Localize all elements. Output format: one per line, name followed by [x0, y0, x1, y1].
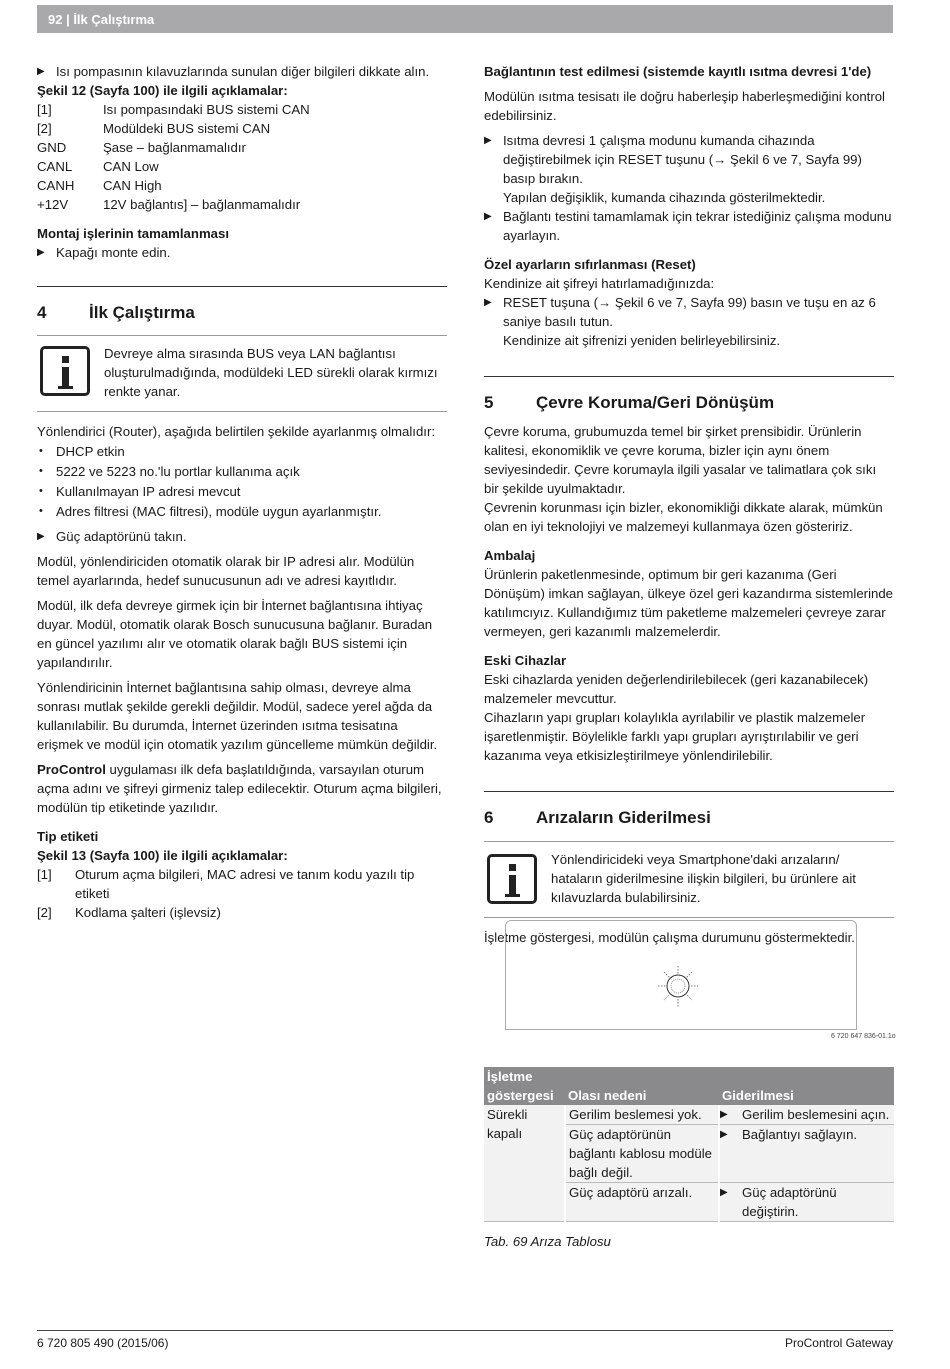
paragraph: Yönlendiricinin İnternet bağlantısına sahip olması, devreye alma sonrası mutlak şekilde gerekli değildir. Modül, sadece yerel ağda da kullanılabilir. Bu durumda, İnternet üzerinden ısıtma tesisatına erişmek ve modül için otomatik yazılım güncelleme mümkün değildir.: [37, 680, 438, 752]
legend-value: CAN Low: [103, 159, 159, 174]
table-cell: Sürekli kapalı: [484, 1105, 565, 1222]
router-item: • Kullanılmayan IP adresi mevcut: [37, 482, 447, 501]
page-header-bar: [37, 5, 893, 33]
legend-row: [37, 138, 447, 157]
section-6: [484, 791, 894, 831]
right-column: [484, 62, 894, 947]
info-note-text: Devreye alma sırasında BUS veya LAN bağlantısı oluşturulmadığında, modüldeki LED sürekli olarak kırmızı renkte yanar.: [104, 346, 438, 399]
instruction-item: ▶ RESET tuşuna (→ Şekil 6 ve 7, Sayfa 99) basın ve tuşu en az 6 saniye basılı tutun.: [484, 293, 894, 331]
table-cell: ▶ Bağlantıyı sağlayın.: [719, 1125, 894, 1183]
legend-value: 12V bağlantıs] – bağlanmamalıdır: [103, 197, 301, 212]
paragraph: [37, 760, 447, 817]
table-cell: ▶ Güç adaptörünü değiştirin.: [719, 1183, 894, 1222]
section-heading: [37, 298, 447, 326]
section-title: Arızaların Giderilmesi: [536, 807, 711, 827]
legend-key: +12V: [37, 197, 69, 212]
app-name: ProControl: [37, 762, 106, 777]
table-row: [484, 1105, 894, 1125]
legend-value: Kodlama şalteri (işlevsiz): [75, 905, 221, 920]
legend-row: [37, 865, 447, 903]
legend-row: [37, 157, 447, 176]
legend-value: CAN High: [103, 178, 162, 193]
table-header: Olası nedeni: [565, 1067, 719, 1105]
legend-value: Modüldeki BUS sistemi CAN: [103, 121, 271, 136]
paragraph: Cihazların yapı grupları kolaylıkla ayrılabilir ve plastik malzemeler işaretlenmiştir. Böylelikle farklı yapı grupları ayrıştırılabilir ve geri kazanıma veya etkisizleştirilmeye yönlendirilebilir.: [484, 710, 866, 763]
section-4: [37, 286, 447, 326]
legend-key: CANL: [37, 159, 73, 174]
legend-row: [37, 176, 447, 195]
instruction-result: Kendinize ait şifrenizi yeniden belirleyebilirsiniz.: [503, 333, 781, 348]
instruction-item: ▶ Isıtma devresi 1 çalışma modunu kumanda cihazında değiştirebilmek için RESET tuşunu (→ Şekil 6 ve 7, Sayfa 99) basıp bırakın.: [484, 131, 894, 188]
fig12-title: Şekil 12 (Sayfa 100) ile ilgili açıklamalar:: [37, 83, 288, 98]
table-header: Giderilmesi: [719, 1067, 894, 1105]
router-intro: Yönlendirici (Router), aşağıda belirtilen şekilde ayarlanmış olmalıdır:: [37, 424, 436, 439]
legend-key: GND: [37, 140, 67, 155]
info-note: [37, 335, 447, 412]
router-item: • 5222 ve 5223 no.'lu portlar kullanıma açık: [37, 462, 447, 481]
fig13-title: Şekil 13 (Sayfa 100) ile ilgili açıklamalar:: [37, 848, 288, 863]
legend-key: CANH: [37, 178, 75, 193]
tip-title: Tip etiketi: [37, 829, 99, 844]
instruction-item: ▶ Bağlantı testini tamamlamak için tekrar istediğiniz çalışma modunu ayarlayın.: [484, 207, 894, 245]
footer-product: ProControl Gateway: [784, 1336, 893, 1350]
led-off-icon: [506, 921, 856, 1029]
table-cell: ▶ Gerilim beslemesini açın.: [719, 1105, 894, 1125]
figure-id: 6 720 647 836-01.1o: [831, 1033, 896, 1040]
section-heading: [484, 803, 894, 831]
section-heading: [484, 388, 894, 416]
footer-doc-number: 6 720 805 490 (2015/06): [37, 1336, 169, 1350]
table-caption: Tab. 69 Arıza Tablosu: [484, 1234, 611, 1249]
legend-key: [2]: [37, 905, 52, 920]
reset-title: Özel ayarların sıfırlanması (Reset): [484, 257, 696, 272]
legend-row: [37, 195, 447, 214]
instruction-item: ▶ Güç adaptörünü takın.: [37, 527, 447, 546]
legend-row: [37, 119, 447, 138]
section-5: [484, 376, 894, 416]
router-item: • Adres filtresi (MAC filtresi), modüle uygun ayarlanmıştır.: [37, 502, 447, 521]
table-header: İşletme göstergesi: [484, 1067, 565, 1105]
legend-value: Isı pompasındaki BUS sistemi CAN: [103, 102, 310, 117]
legend-row: [37, 903, 447, 922]
paragraph: Kendinize ait şifreyi hatırlamadığınızda:: [484, 276, 715, 291]
legend-row: [37, 100, 447, 119]
paragraph-rest: uygulaması ilk defa başlatıldığında, varsayılan oturum açma adını ve şifreyi girmeniz talep edilecektir. Oturum açma bilgileri, modülün tip etiketinde yazılıdır.: [37, 762, 442, 815]
section-number: 6: [484, 807, 494, 827]
section-number: 5: [484, 392, 494, 412]
legend-value: Oturum açma bilgileri, MAC adresi ve tanım kodu yazılı tip etiketi: [75, 867, 415, 901]
legend-value: Şase – bağlanmamalıdır: [103, 140, 246, 155]
left-column: [37, 62, 447, 922]
legend-key: [1]: [37, 102, 52, 117]
paragraph: Modülün ısıtma tesisatı ile doğru haberleşip haberleşmediğini kontrol edebilirsiniz.: [484, 89, 885, 123]
eski-title: Eski Cihazlar: [484, 653, 567, 668]
test-title: Bağlantının test edilmesi (sistemde kayıtlı ısıtma devresi 1'de): [484, 64, 872, 79]
page-header-text: 92 | İlk Çalıştırma: [48, 12, 155, 27]
router-item: • DHCP etkin: [37, 442, 447, 461]
instruction-result: Yapılan değişiklik, kumanda cihazında gösterilmektedir.: [503, 190, 826, 205]
ambalaj-title: Ambalaj: [484, 548, 536, 563]
info-icon: [487, 854, 537, 904]
montaj-title: Montaj işlerinin tamamlanması: [37, 226, 230, 241]
section-title: Çevre Koruma/Geri Dönüşüm: [536, 392, 775, 412]
page-footer: [37, 1330, 893, 1353]
instruction-item: ▶ Isı pompasının kılavuzlarında sunulan diğer bilgileri dikkate alın.: [37, 62, 447, 81]
fig12-legend: [37, 100, 447, 214]
paragraph: Modül, yönlendiriciden otomatik olarak bir IP adresi alır. Modülün temel ayarlarında, hedef sunucusunun adı ve adresi kayıtlıdır.: [37, 554, 415, 588]
table-cell: Güç adaptörü arızalı.: [565, 1183, 719, 1222]
paragraph: Eski cihazlarda yeniden değerlendirilebilecek (geri kazanabilecek) malzemeler mevcuttur.: [484, 672, 869, 706]
section-number: 4: [37, 302, 47, 322]
table-cell: Gerilim beslemesi yok.: [565, 1105, 719, 1125]
section-title: İlk Çalıştırma: [89, 302, 195, 322]
paragraph: Modül, ilk defa devreye girmek için bir İnternet bağlantısına ihtiyaç duyar. Modül, otomatik olarak Bosch sunucusuna bağlanır. Buradan en güncel yazılımı alır ve otomatik olarak bağlı BUS sistemi için yapılandırılır.: [37, 598, 433, 670]
paragraph: Çevre koruma, grubumuzda temel bir şirket prensibidir. Ürünlerin kalitesi, ekonomiklik ve çevre koruma, bizler için aynı önem seviyesindedir. Çevre korumayla ilgili yasalar ve talimatlara çok sıkı bir şekilde uyulmaktadır.: [484, 424, 877, 496]
info-icon: [40, 346, 90, 396]
legend-key: [2]: [37, 121, 52, 136]
paragraph: Ürünlerin paketlenmesinde, optimum bir geri kazanıma (Geri Dönüşüm) imkan sağlayan, ülkeye özel geri kazandırma sistemlerinde katılımcıyız. Kullandığımız tüm paketleme malzemeleri çevreye zarar vermeyen, geri kazanımlı malzemelerdir.: [484, 567, 893, 639]
module-illustration: [505, 920, 857, 1030]
paragraph: Çevrenin korunması için bizler, ekonomikliği dikkate alarak, mümkün olan en iyi teknolojiyi ve malzemeyi kullanmaya özen gösteririz.: [484, 500, 883, 534]
paragraph: İşletme göstergesi, modülün çalışma durumunu göstermektedir.: [484, 930, 855, 945]
info-note-text: Yönlendiricideki veya Smartphone'daki arızaların/ hataların giderilmesine ilişkin bilgileri, bu ürünlere ait kılavuzlarda bulabilirsiniz.: [551, 852, 856, 905]
legend-key: [1]: [37, 867, 52, 882]
fault-table: [484, 1067, 894, 1222]
info-note: [484, 841, 894, 918]
instruction-item: ▶ Kapağı monte edin.: [37, 243, 447, 262]
table-cell: Güç adaptörünün bağlantı kablosu modüle bağlı değil.: [565, 1125, 719, 1183]
